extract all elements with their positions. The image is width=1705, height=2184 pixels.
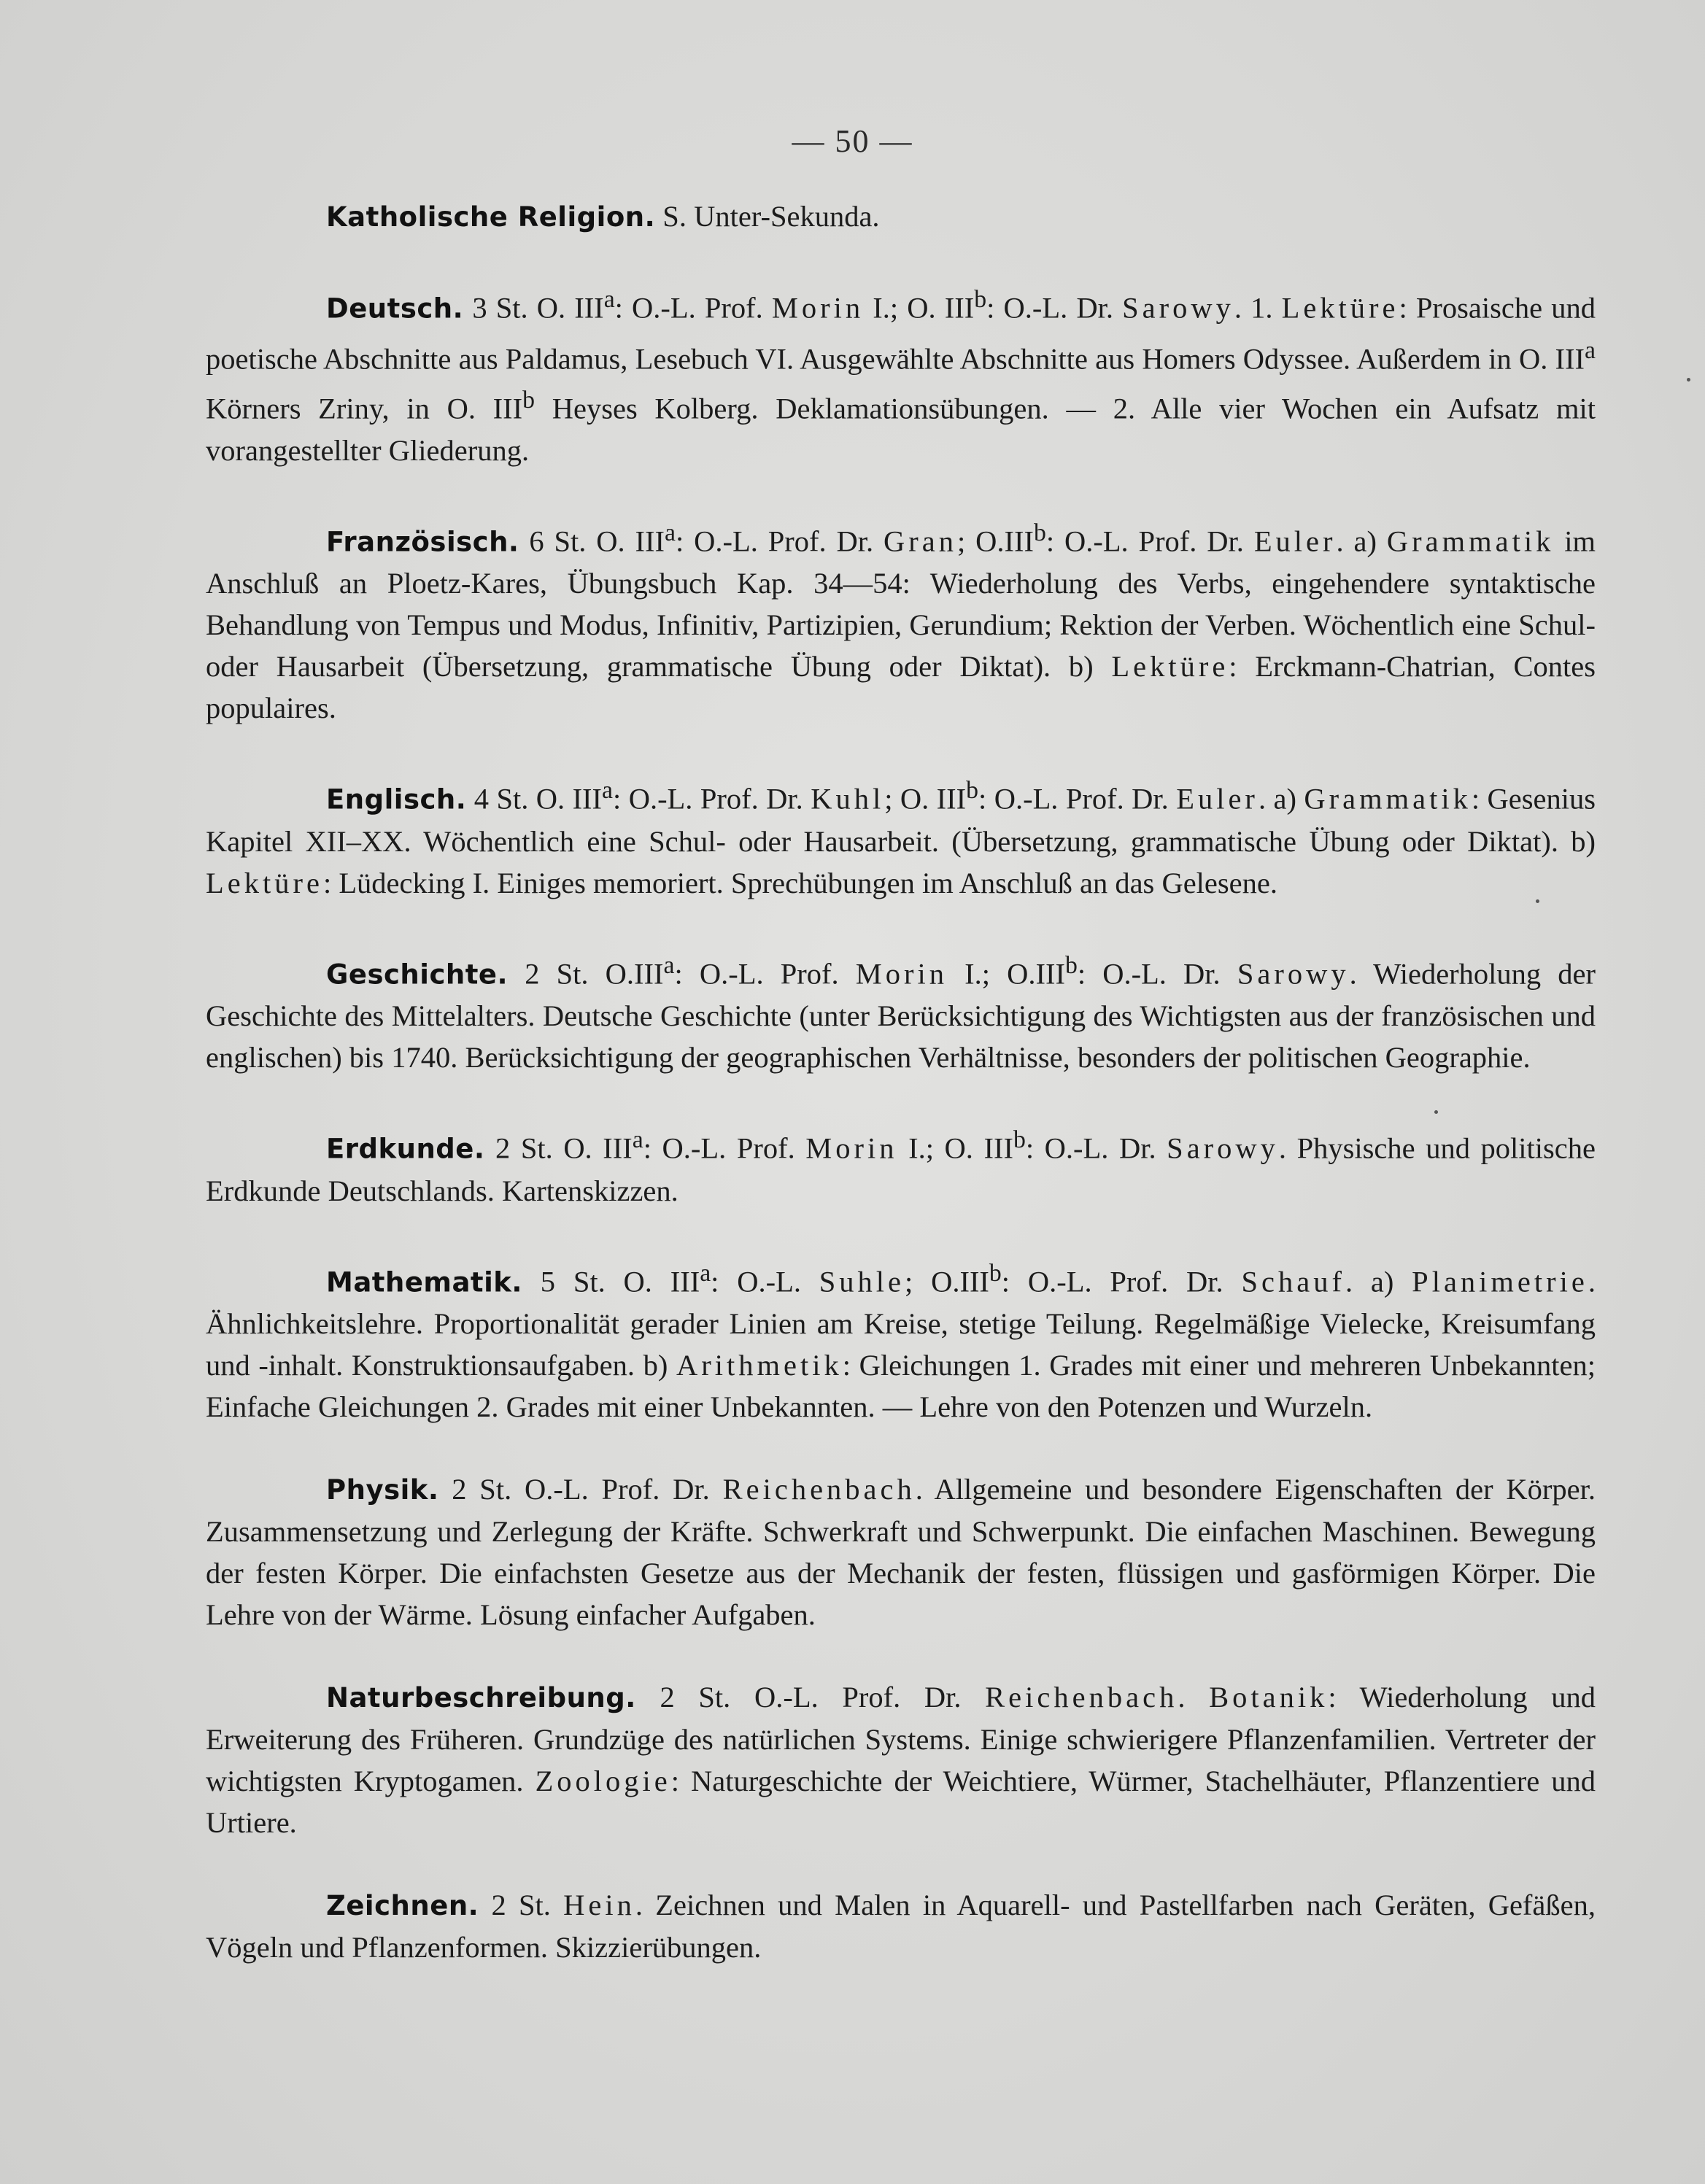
teacher-name: Gran bbox=[884, 524, 957, 557]
teacher-name: Morin bbox=[855, 957, 948, 990]
teacher-name: Euler bbox=[1176, 782, 1259, 816]
section-heading: Zeichnen. bbox=[326, 1890, 479, 1921]
superscript: b bbox=[1013, 1126, 1026, 1153]
text-run: : O.-L. bbox=[711, 1265, 819, 1298]
scan-speck bbox=[1687, 378, 1690, 382]
text-run: : Wiederholung und Erweiterung des Früheren. Grundzüge des natürlichen Systems. Einige schwierigere Pflanzenfamilien. Vertreter der wichtigsten Kryptogamen. bbox=[206, 1681, 1596, 1797]
subheading: Grammatik bbox=[1304, 782, 1472, 816]
text-run: 5 St. O. III bbox=[540, 1265, 700, 1298]
section-heading: Geschichte. bbox=[326, 959, 509, 990]
subheading: Planimetrie bbox=[1412, 1265, 1588, 1298]
subheading: Lektüre bbox=[206, 866, 323, 899]
teacher-name: Sarowy bbox=[1167, 1131, 1279, 1165]
text-run: . a) bbox=[1336, 524, 1387, 557]
section-heading: Mathematik. bbox=[326, 1266, 522, 1298]
superscript: b bbox=[1064, 951, 1078, 979]
superscript: a bbox=[603, 286, 615, 313]
section-naturbeschreibung bbox=[206, 1676, 1596, 1843]
section-heading: Französisch. bbox=[326, 526, 519, 557]
text-run: : O.-L. Dr. bbox=[1025, 1131, 1167, 1165]
subheading: Lektüre bbox=[1281, 291, 1399, 325]
text-run: 2 St. O. III bbox=[495, 1131, 633, 1165]
section-deutsch bbox=[206, 279, 1596, 471]
subheading: Arithmetik bbox=[676, 1349, 843, 1382]
text-run: ; O. III bbox=[884, 782, 967, 816]
section-englisch bbox=[206, 770, 1596, 904]
text-run: : Gesenius Kapitel XII–XX. Wöchentlich eine Schul- oder Hausarbeit. (Übersetzung, grammatische Übung oder Diktat). b) bbox=[206, 782, 1596, 858]
text-run: : O.-L. Dr. bbox=[1077, 957, 1237, 990]
text-run: I.; O. III bbox=[864, 291, 975, 325]
text-run: : O.-L. Prof. Dr. bbox=[978, 782, 1177, 816]
text-run: 6 St. O. III bbox=[529, 524, 665, 557]
teacher-name: Kuhl bbox=[811, 782, 885, 816]
teacher-name: Suhle bbox=[819, 1265, 905, 1298]
page-number: — 50 — bbox=[792, 123, 913, 159]
section-mathematik bbox=[206, 1252, 1596, 1428]
section-heading: Deutsch. bbox=[326, 293, 464, 325]
subheading: Botanik bbox=[1209, 1681, 1329, 1713]
text-run: 2 St. O.-L. Prof. Dr. bbox=[452, 1473, 723, 1506]
superscript: a bbox=[663, 951, 675, 979]
text-run: : O.-L. Prof. Dr. bbox=[676, 524, 884, 557]
text-run: . Ähnlichkeitslehre. Proportionalität gerader Linien am Kreise, stetige Teilung. Regelmäßige Vielecke, Kreisumfang und -inhalt. Konstruktionsaufgaben. b) bbox=[206, 1265, 1596, 1382]
text-run: : O.-L. Prof. Dr. bbox=[1045, 524, 1254, 557]
text-run: im Anschluß an Ploetz-Kares, Übungsbuch Kap. 34—54: Wiederholung des Verbs, eingehendere syntaktische Behandlung von Tempus und Modus, Infinitiv, Partizipien, Gerundium; Rektion der Verben. Wöchentlich eine Schul- oder Hausarbeit (Übersetzung, grammatische Übung oder Diktat). b) bbox=[206, 524, 1596, 683]
text-run: 3 St. O. III bbox=[472, 291, 604, 325]
text-run: Heyses Kolberg. Deklamationsübungen. — 2. Alle vier Wochen ein Aufsatz mit vorangestellter Gliederung. bbox=[206, 392, 1596, 467]
subheading: Lektüre bbox=[1111, 650, 1229, 683]
text-run: : O.-L. Prof. Dr. bbox=[1001, 1265, 1242, 1298]
text-run: : Naturgeschichte der Weichtiere, Würmer, Stachelhäuter, Pflanzentiere und Urtiere. bbox=[206, 1765, 1596, 1839]
text-run: : O.-L. Prof. bbox=[614, 291, 772, 325]
superscript: a bbox=[602, 777, 614, 804]
text-run: : Erckmann-Chatrian, Contes populaires. bbox=[206, 650, 1596, 724]
text-run: . a) bbox=[1345, 1265, 1412, 1298]
subheading: Grammatik bbox=[1386, 524, 1555, 557]
text-run: Körners Zriny, in O. III bbox=[206, 392, 523, 425]
teacher-name: Reichenbach bbox=[985, 1681, 1178, 1713]
text-run: . Allgemeine und besondere Eigenschaften der Körper. Zusammensetzung und Zerlegung der Kräfte. Schwerkraft und Schwerpunkt. Die einfachen Maschinen. Bewegung der festen Körper. Die einfachsten Gesetze aus der Mechanik der festen, flüssigen und gasförmigen Körper. Die Lehre von der Wärme. Lösung einfacher Aufgaben. bbox=[206, 1473, 1596, 1631]
text-run: . Wiederholung der Geschichte des Mittelalters. Deutsche Geschichte (unter Berücksichtigung des Wichtigsten aus der französischen und englischen) bis 1740. Berücksichtigung der geographischen Verhältnisse, besonders der politischen Geographie. bbox=[206, 957, 1596, 1074]
superscript: b bbox=[1033, 519, 1046, 546]
text-run: ; O.III bbox=[905, 1265, 989, 1298]
teacher-name: Schauf bbox=[1241, 1265, 1345, 1298]
superscript: b bbox=[974, 286, 987, 313]
text-run: 2 St. bbox=[491, 1889, 564, 1921]
text-run: : O.-L. Prof. bbox=[643, 1131, 806, 1165]
section-heading: Katholische Religion. bbox=[326, 201, 656, 233]
section-zeichnen bbox=[206, 1884, 1596, 1968]
text-run: . bbox=[1178, 1681, 1210, 1713]
superscript: a bbox=[632, 1126, 643, 1153]
teacher-name: Hein bbox=[563, 1889, 635, 1921]
scan-speck bbox=[1536, 899, 1539, 903]
section-franzoesisch bbox=[206, 512, 1596, 729]
superscript: a bbox=[665, 519, 676, 546]
superscript: a bbox=[700, 1259, 711, 1287]
text-run: . Physische und politische Erdkunde Deutschlands. Kartenskizzen. bbox=[206, 1131, 1596, 1207]
text-run: : O.-L. Prof. Dr. bbox=[613, 782, 811, 816]
teacher-name: Sarowy bbox=[1237, 957, 1350, 990]
text-run: . a) bbox=[1258, 782, 1304, 816]
section-heading: Englisch. bbox=[326, 783, 467, 816]
section-text: S. Unter-Sekunda. bbox=[662, 200, 880, 233]
text-run: . Zeichnen und Malen in Aquarell- und Pastellfarben nach Geräten, Gefäßen, Vögeln und Pflanzenformen. Skizzierübungen. bbox=[206, 1889, 1596, 1964]
text-run: : O.-L. Prof. bbox=[674, 957, 856, 990]
text-run: : Prosaische und poetische Abschnitte aus Paldamus, Lesebuch VI. Ausgewählte Abschnitte aus Homers Odyssee. Außerdem in O. III bbox=[206, 291, 1596, 375]
text-run: I.; O. III bbox=[897, 1131, 1013, 1165]
section-physik bbox=[206, 1468, 1596, 1635]
teacher-name: Reichenbach bbox=[722, 1473, 916, 1506]
teacher-name: Morin bbox=[805, 1131, 898, 1165]
teacher-name: Morin bbox=[771, 291, 865, 325]
superscript: b bbox=[966, 777, 979, 804]
section-geschichte bbox=[206, 945, 1596, 1079]
section-heading: Erdkunde. bbox=[326, 1133, 485, 1165]
text-run: : O.-L. Dr. bbox=[986, 291, 1123, 325]
section-erdkunde bbox=[206, 1119, 1596, 1212]
text-run: : Lüdecking I. Einiges memoriert. Sprechübungen im Anschluß an das Gelesene. bbox=[322, 866, 1277, 899]
section-heading: Naturbeschreibung. bbox=[326, 1682, 636, 1713]
text-run: ; O.III bbox=[956, 524, 1034, 557]
section-katholische-religion bbox=[206, 195, 1596, 238]
text-run: : Gleichungen 1. Grades mit einer und mehreren Unbekannten; Einfache Gleichungen 2. Grades mit einer Unbekannten. — Lehre von den Potenzen und Wurzeln. bbox=[206, 1349, 1596, 1423]
page-content bbox=[206, 195, 1596, 1968]
text-run: I.; O.III bbox=[947, 957, 1065, 990]
text-run: . 1. bbox=[1234, 291, 1282, 325]
teacher-name: Sarowy bbox=[1122, 291, 1234, 325]
section-heading: Physik. bbox=[326, 1474, 439, 1506]
text-run: 4 St. O. III bbox=[473, 782, 603, 816]
text-run: 2 St. O.-L. Prof. Dr. bbox=[660, 1681, 986, 1713]
superscript: b bbox=[989, 1259, 1002, 1287]
text-run: 2 St. O.III bbox=[525, 957, 664, 990]
subheading: Zoologie bbox=[535, 1765, 671, 1797]
scan-speck bbox=[1434, 1110, 1438, 1114]
teacher-name: Euler bbox=[1253, 524, 1337, 557]
superscript: b bbox=[522, 387, 536, 414]
superscript: a bbox=[1585, 336, 1596, 364]
